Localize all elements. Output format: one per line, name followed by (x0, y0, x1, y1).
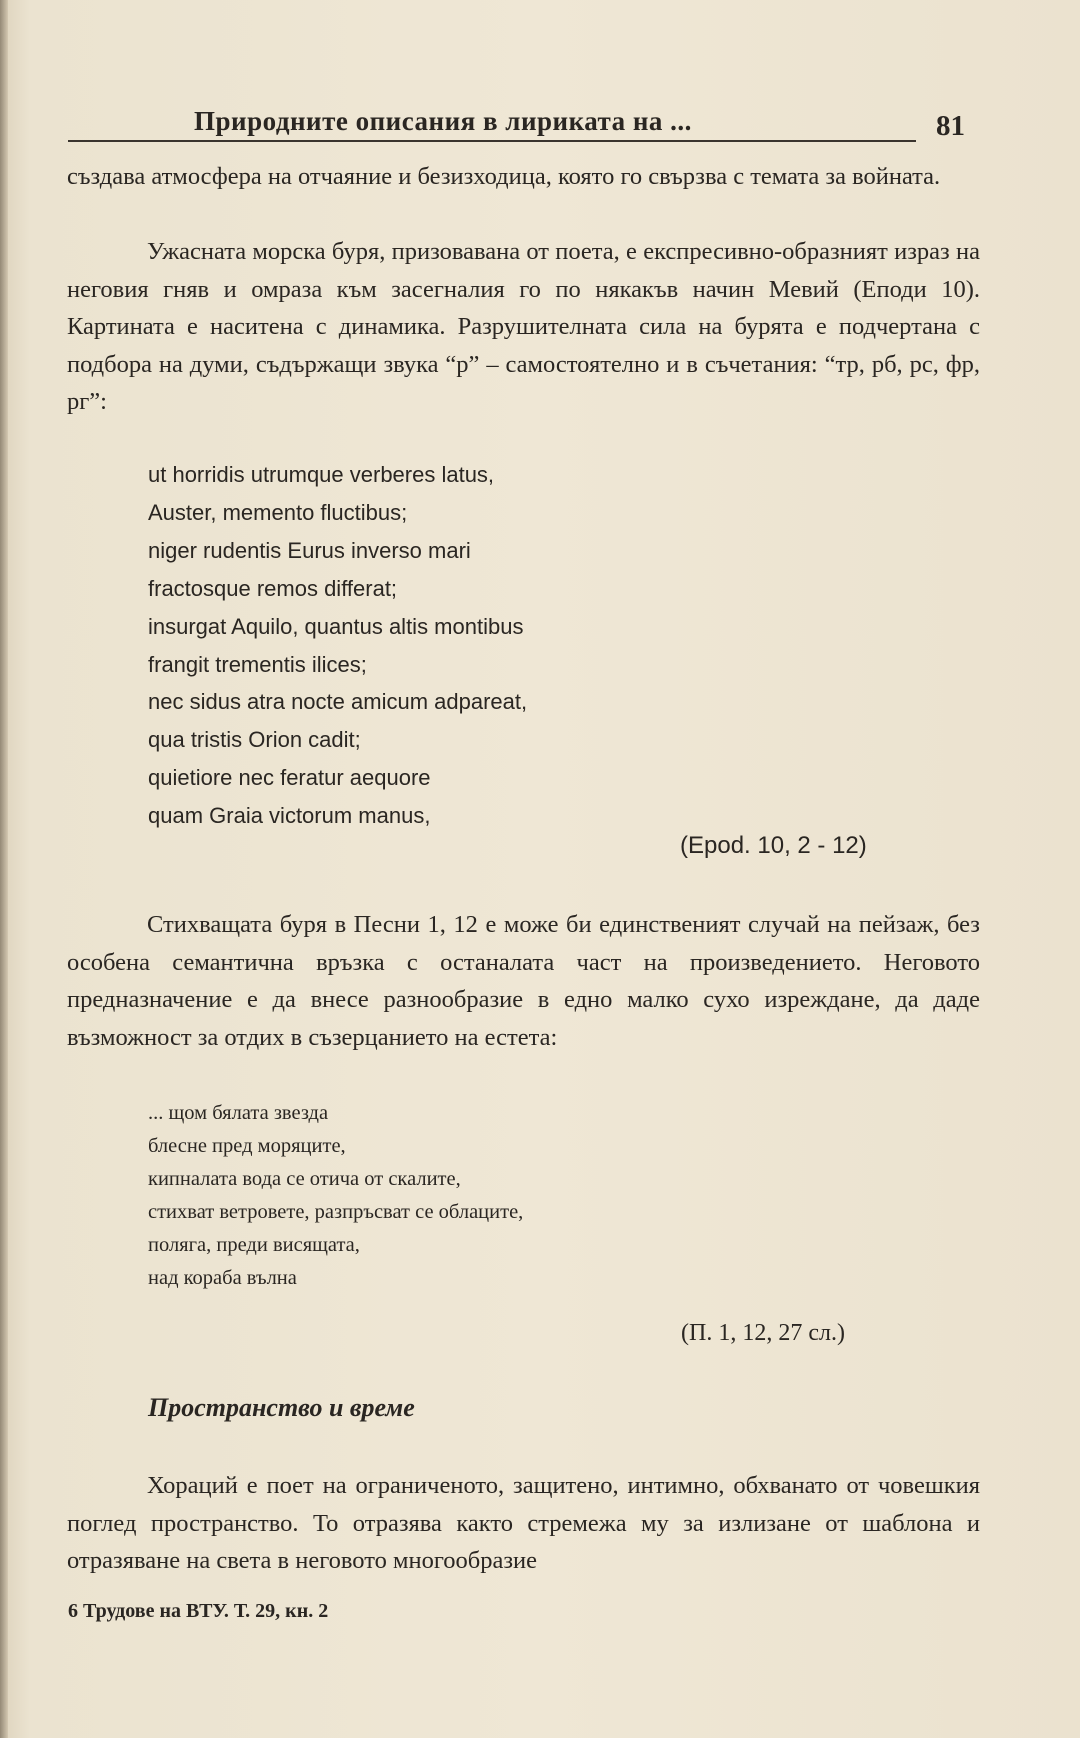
verse-line: niger rudentis Eurus inverso mari (148, 537, 471, 563)
verse-line: кипналата вода се отича от скалите, (148, 1168, 461, 1190)
paragraph-4: Хораций е поет на ограниченото, защитено, интимно, обхванато от човешкия поглед пространство. То отразява както стремежа му за излизане от шаблона и отразяване на света в неговото многообразие (67, 1472, 980, 1575)
verse-line: над кораба вълна (148, 1267, 297, 1289)
verse-line: insurgat Aquilo, quantus altis montibus (148, 613, 524, 639)
header-rule (68, 140, 916, 142)
book-spine-shadow (0, 0, 8, 1738)
latin-verse-citation: (Epod. 10, 2 - 12) (680, 832, 867, 859)
verse-line: ut horridis utrumque verberes latus, (148, 462, 495, 487)
page-number: 81 (936, 110, 965, 142)
latin-verse (148, 456, 527, 835)
verse-line: Auster, memento fluctibus; (148, 499, 408, 525)
running-header-title: Природните описания в лириката на ... (194, 106, 692, 136)
verse-line: стихват ветровете, разпръсват се облаците, (148, 1201, 524, 1223)
verse-line: fractosque remos differat; (148, 575, 398, 601)
verse-line: поляга, преди висящата, (148, 1234, 360, 1256)
paragraph-2: Ужасната морска буря, призовавана от поета, е експресивно-образният израз на неговия гняв и омраза към засегналия го по някакъв начин Мевий (Еподи 10). Картината е наситена с динамика. Разрушителната сила на бурята е подчертана с подбора на думи, съдържащи звука “р” – самостоятелно и в съчетания: “тр, рб, рс, фр, рг”: (67, 238, 980, 416)
paragraph-1: създава атмосфера на отчаяние и безизходица, която го свързва с темата за войната. (67, 163, 941, 190)
verse-line: ... щом бялата звезда (148, 1102, 329, 1124)
verse-line: nec sidus atra nocte amicum adpareat, (148, 689, 528, 715)
section-heading: Пространство и време (148, 1393, 415, 1422)
paragraph-3: Стихващата буря в Песни 1, 12 е може би единственият случай на пейзаж, без особена семантична връзка с останалата част на произведението. Неговото предназначение е да внесе разнообразие в едно малко сухо изреждане, да даде възможност за отдих в съзерцанието на естета: (67, 911, 980, 1051)
verse-line: frangit trementis ilices; (148, 651, 367, 677)
verse-line: quam Graia victorum manus, (148, 803, 431, 829)
running-header (68, 106, 980, 146)
verse-line: qua tristis Orion cadit; (148, 727, 361, 753)
bulgarian-verse-citation: (П. 1, 12, 27 сл.) (681, 1320, 845, 1346)
verse-line: блесне пред моряците, (148, 1135, 346, 1157)
bulgarian-verse (148, 1097, 523, 1295)
verse-line: quietiore nec feratur aequore (148, 765, 431, 791)
footer-signature: 6 Трудове на ВТУ. Т. 29, кн. 2 (68, 1600, 329, 1622)
